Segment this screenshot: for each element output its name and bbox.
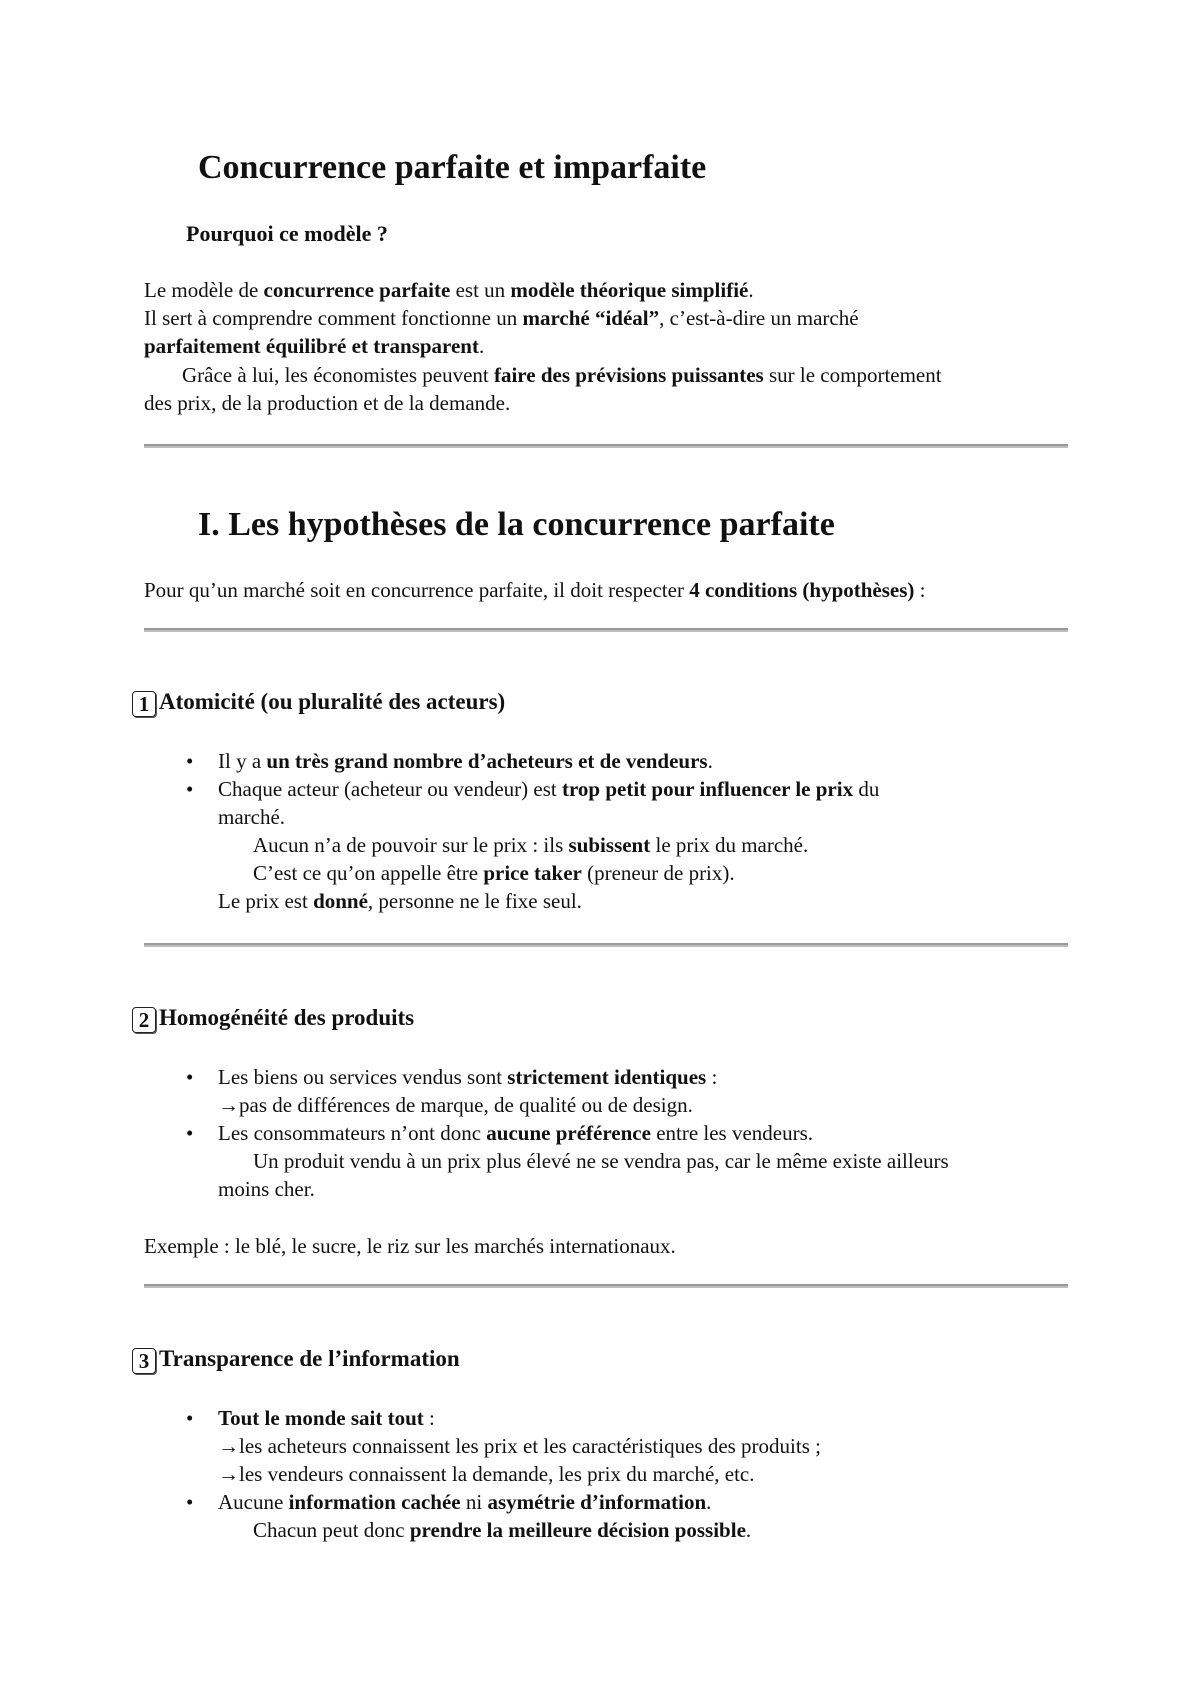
divider (144, 628, 1068, 632)
list-item: Il y a un très grand nombre d’acheteurs et de vendeurs. (218, 749, 713, 773)
bullet-icon: • (186, 777, 194, 801)
divider (144, 943, 1068, 947)
divider (144, 444, 1068, 448)
list-item: Les consommateurs n’ont donc aucune préférence entre les vendeurs. (218, 1121, 814, 1145)
list-item-continuation: marché. (218, 805, 286, 829)
number-badge: 3 (132, 1348, 156, 1374)
why-heading: Pourquoi ce modèle ? (186, 221, 388, 246)
hypothesis-heading: 1 Atomicité (ou pluralité des acteurs) (132, 688, 505, 717)
indented-line: C’est ce qu’on appelle être price taker (preneur de prix). (253, 861, 735, 885)
bullet-icon: • (186, 1490, 194, 1514)
list-item: Chaque acteur (acheteur ou vendeur) est trop petit pour influencer le prix du (218, 777, 880, 801)
why-paragraph-line: Il sert à comprendre comment fonctionne un marché “idéal”, c’est-à-dire un marché (144, 306, 859, 330)
why-paragraph-line: des prix, de la production et de la demande. (144, 391, 511, 415)
example-line: Exemple : le blé, le sucre, le riz sur les marchés internationaux. (144, 1234, 676, 1258)
hypothesis-heading: 2 Homogénéité des produits (132, 1004, 414, 1033)
divider (144, 1284, 1068, 1288)
arrow-icon: → (218, 1093, 239, 1117)
section-intro: Pour qu’un marché soit en concurrence parfaite, il doit respecter 4 conditions (hypothèses) : (144, 578, 926, 602)
indented-line: Le prix est donné, personne ne le fixe seul. (218, 889, 582, 913)
why-paragraph-line: Le modèle de concurrence parfaite est un modèle théorique simplifié. (144, 278, 754, 302)
hypothesis-heading: 3 Transparence de l’information (132, 1345, 460, 1374)
indented-line: Aucun n’a de pouvoir sur le prix : ils subissent le prix du marché. (253, 833, 809, 857)
why-paragraph-line: Grâce à lui, les économistes peuvent faire des prévisions puissantes sur le comportement (182, 363, 942, 387)
arrow-icon: → (218, 1462, 239, 1486)
list-item-continuation: →les acheteurs connaissent les prix et les caractéristiques des produits ; (218, 1434, 821, 1458)
indented-line: Chacun peut donc prendre la meilleure décision possible. (253, 1518, 752, 1542)
arrow-icon: → (218, 1434, 239, 1458)
list-item-continuation: →pas de différences de marque, de qualité ou de design. (218, 1093, 693, 1117)
indented-line: moins cher. (218, 1177, 315, 1201)
list-item: Aucune information cachée ni asymétrie d’information. (218, 1490, 712, 1514)
bullet-icon: • (186, 1121, 194, 1145)
indented-line: Un produit vendu à un prix plus élevé ne se vendra pas, car le même existe ailleurs (253, 1149, 949, 1173)
list-item: Les biens ou services vendus sont strictement identiques : (218, 1065, 718, 1089)
number-badge: 1 (132, 691, 156, 717)
list-item-continuation: →les vendeurs connaissent la demande, les prix du marché, etc. (218, 1462, 755, 1486)
bullet-icon: • (186, 1065, 194, 1089)
document-title: Concurrence parfaite et imparfaite (198, 149, 707, 186)
why-paragraph-line: parfaitement équilibré et transparent. (144, 334, 485, 358)
bullet-icon: • (186, 749, 194, 773)
section-title: I. Les hypothèses de la concurrence parfaite (198, 506, 835, 543)
number-badge: 2 (132, 1007, 156, 1033)
bullet-icon: • (186, 1406, 194, 1430)
list-item: Tout le monde sait tout : (218, 1406, 435, 1430)
